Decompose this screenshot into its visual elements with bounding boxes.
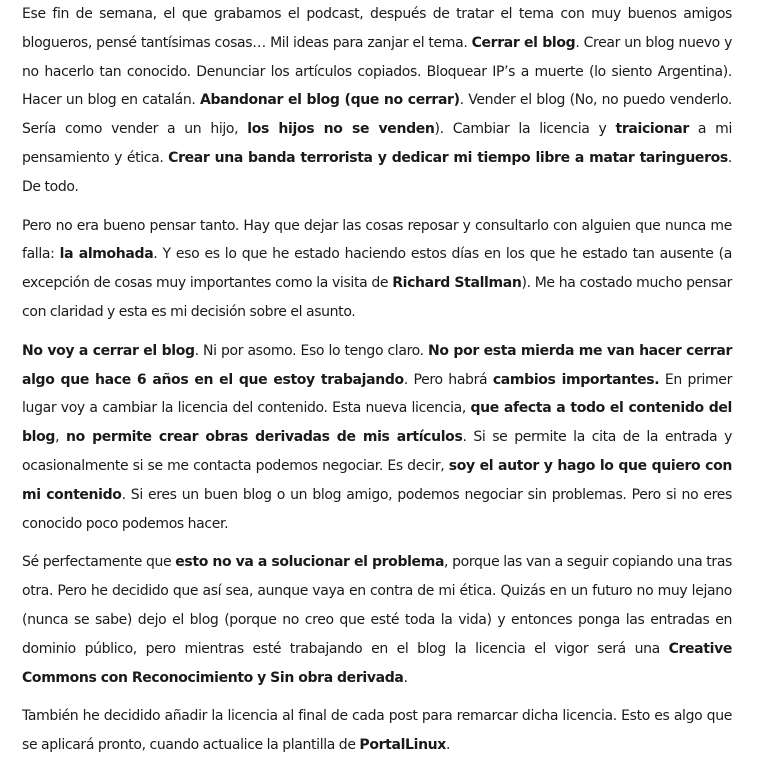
- bold-text: No voy a cerrar el blog: [22, 342, 195, 359]
- paragraph-4: [22, 548, 732, 692]
- text-run: .: [445, 737, 451, 754]
- text-run: . Crear un blog nuevo y no hacerlo tan conocido. Denunciar los artículos copiados. Bloquear IP’s a muerte (lo siento Argentina). Hacer un blog en catalán.: [22, 34, 732, 109]
- bold-text: Abandonar el blog (que no cerrar): [199, 92, 460, 109]
- paragraph-2: [22, 212, 732, 327]
- text-run: Sé perfectamente que: [22, 554, 176, 571]
- bold-text: No por esta mierda me van hacer cerrar algo que hace 6 años en el que estoy trabajando: [22, 342, 733, 388]
- text-run: .: [403, 669, 408, 686]
- text-run: . Vender el blog (No, no puedo venderlo. Sería como vender a un hijo,: [22, 92, 733, 138]
- text-run: . Ni por asomo. Eso lo tengo claro.: [194, 342, 429, 359]
- paragraph-3: [22, 337, 732, 539]
- bold-text: soy el autor y hago lo que quiero con mi contenido: [22, 457, 732, 503]
- text-run: a mi pensamiento y ética.: [22, 121, 732, 166]
- bold-text: no permite crear obras derivadas de mis artículos: [65, 429, 463, 446]
- text-run: Pero no era bueno pensar tanto. Hay que dejar las cosas reposar y consultarlo con alguien que nunca me falla:: [22, 217, 732, 263]
- bold-text: PortalLinux: [359, 737, 446, 754]
- text-run: ). Cambiar la licencia y: [434, 121, 616, 138]
- bold-text: Creative Commons con Reconocimiento y Sin obra derivada: [22, 640, 732, 686]
- text-run: . De todo.: [22, 149, 732, 195]
- text-run: ). Me ha costado mucho pensar con claridad y esta es mi decisión sobre el asunto.: [22, 275, 733, 320]
- text-run: . Pero habrá: [403, 371, 493, 388]
- bold-text: la almohada: [59, 246, 154, 263]
- bold-text: Cerrar el blog: [471, 34, 576, 51]
- text-run: . Si eres un buen blog o un blog amigo, podemos negociar sin problemas. Pero si no eres conocido poco podemos hacer.: [22, 486, 732, 532]
- text-run: Ese fin de semana, el que grabamos el podcast, después de tratar el tema con muy buenos amigos blogueros, pensé tantísimas cosas… Mil ideas para zanjar el tema.: [22, 6, 732, 51]
- bold-text: esto no va a solucionar el problema: [175, 554, 445, 571]
- text-run: . Si se permite la cita de la entrada y ocasionalmente si se me contacta podemos negociar. Es decir,: [22, 429, 733, 474]
- bold-text: que afecta a todo el contenido del blog: [22, 400, 733, 446]
- text-run: También he decidido añadir la licencia al final de cada post para remarcar dicha licencia. Esto es algo que se aplicará pronto, cuando actualice la plantilla de: [22, 708, 732, 754]
- bold-text: cambios importantes.: [492, 371, 660, 388]
- paragraph-5: [22, 702, 732, 760]
- bold-text: los hijos no se venden: [247, 121, 435, 138]
- paragraph-1: [22, 0, 732, 202]
- bold-text: Richard Stallman: [392, 275, 522, 292]
- article-body: [22, 0, 732, 770]
- text-run: . Y eso es lo que he estado haciendo estos días en los que he estado tan ausente (a excepción de cosas muy importantes como la visita de: [22, 246, 732, 292]
- text-run: ,: [55, 429, 66, 446]
- bold-text: Crear una banda terrorista y dedicar mi tiempo libre a matar taringueros: [168, 149, 728, 166]
- bold-text: traicionar: [615, 121, 689, 138]
- text-run: En primer lugar voy a cambiar la licencia del contenido. Esta nueva licencia,: [22, 371, 732, 417]
- text-run: , porque las van a seguir copiando una tras otra. Pero he decidido que así sea, aunque vaya en contra de mi ética. Quizás en un futuro no muy lejano (nunca se sabe) dejo el blog (porque no creo que esté toda la vida) y entonces ponga las entradas en dominio público, pero mientras esté trabajando en el blog la licencia el vigor será una: [22, 554, 732, 657]
